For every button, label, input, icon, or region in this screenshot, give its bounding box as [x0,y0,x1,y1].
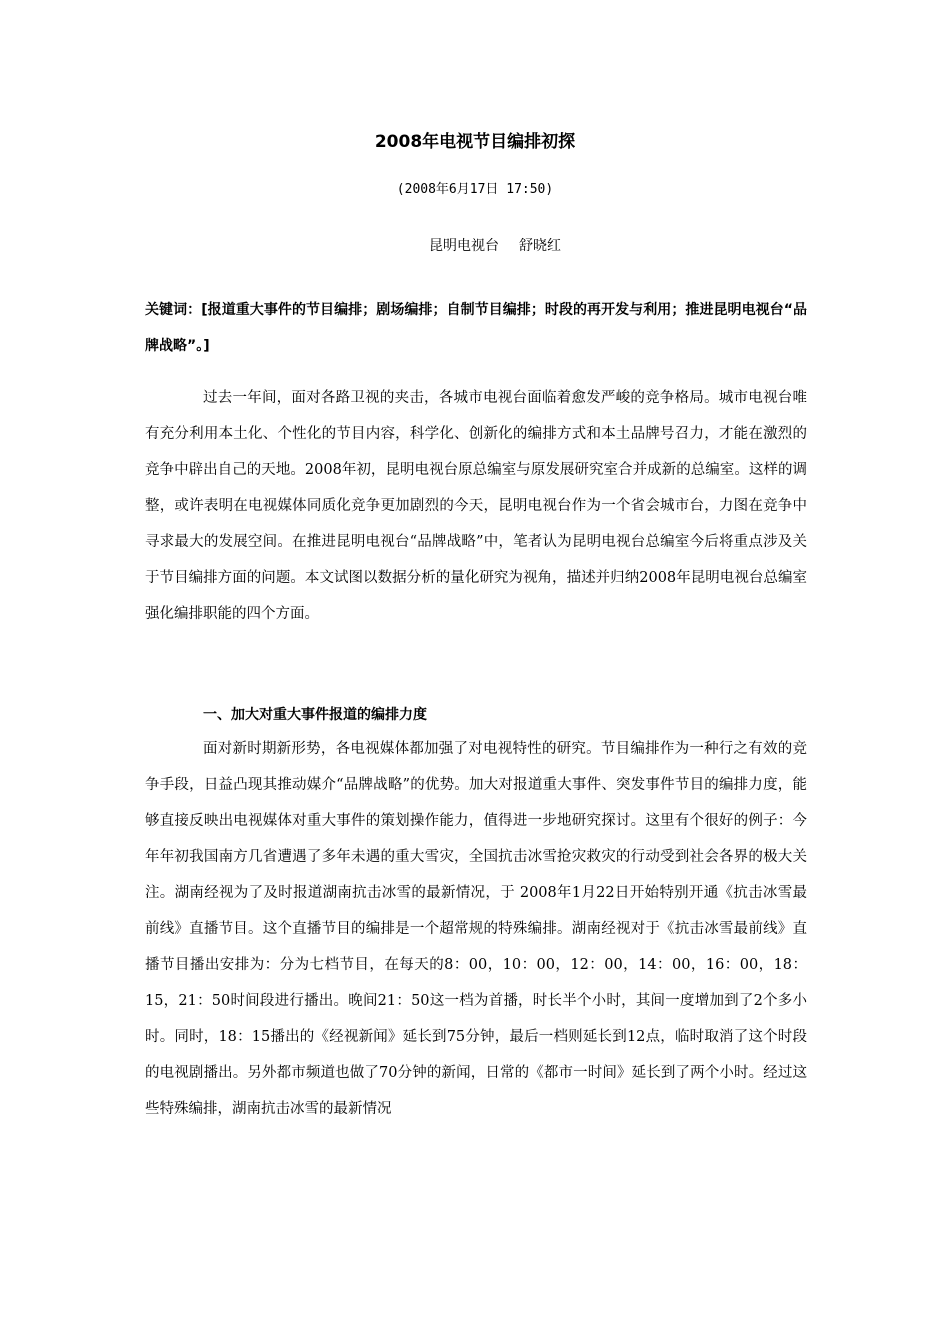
publish-date: (2008年6月17日 17:50) [396,182,554,197]
author-name: 舒晓红 [519,238,561,254]
author-organization: 昆明电视台 [429,238,499,254]
section-heading: 一、加大对重大事件报道的编排力度 [203,707,427,723]
keywords: 关键词：[报道重大事件的节目编排；剧场编排；自制节目编排；时段的再开发与利用；推进昆明电视台“品牌战略”。] [145,302,807,354]
document-title: 2008年电视节目编排初探 [374,132,576,152]
author-line [0,236,950,256]
intro-paragraph: 过去一年间，面对各路卫视的夹击，各城市电视台面临着愈发严峻的竞争格局。城市电视台唯有充分利用本土化、个性化的节目内容，科学化、创新化的编排方式和本土品牌号召力，才能在激烈的竞争中辟出自己的天地。2008年初，昆明电视台原总编室与原发展研究室合并成新的总编室。这样的调整，或许表明在电视媒体同质化竞争更加剧烈的今天，昆明电视台作为一个省会城市台，力图在竞争中寻求最大的发展空间。在推进昆明电视台“品牌战略”中，笔者认为昆明电视台总编室今后将重点涉及关于节目编排方面的问题。本文试图以数据分析的量化研究为视角，描述并归纳2008年昆明电视台总编室强化编排职能的四个方面。 [145,390,807,622]
section-paragraph: 面对新时期新形势，各电视媒体都加强了对电视特性的研究。节目编排作为一种行之有效的竞争手段，日益凸现其推动媒介“品牌战略”的优势。加大对报道重大事件、突发事件节目的编排力度，能够直接反映出电视媒体对重大事件的策划操作能力，值得进一步地研究探讨。这里有个很好的例子：今年年初我国南方几省遭遇了多年未遇的重大雪灾，全国抗击冰雪抢灾救灾的行动受到社会各界的极大关注。湖南经视为了及时报道湖南抗击冰雪的最新情况，于 2008年1月22日开始特别开通《抗击冰雪最前线》直播节目。这个直播节目的编排是一个超常规的特殊编排。湖南经视对于《抗击冰雪最前线》直播节目播出安排为：分为七档节目，在每天的8：00，10：00，12：00，14：00，16：00，18：15，21：50时间段进行播出。晚间21：50这一档为首播，时长半个小时，其间一度增加到了2个多小时。同时，18：15播出的《经视新闻》延长到75分钟，最后一档则延长到12点，临时取消了这个时段的电视剧播出。另外都市频道也做了70分钟的新闻，日常的《都市一时间》延长到了两个小时。经过这些特殊编排，湖南抗击冰雪的最新情况 [145,741,807,1117]
